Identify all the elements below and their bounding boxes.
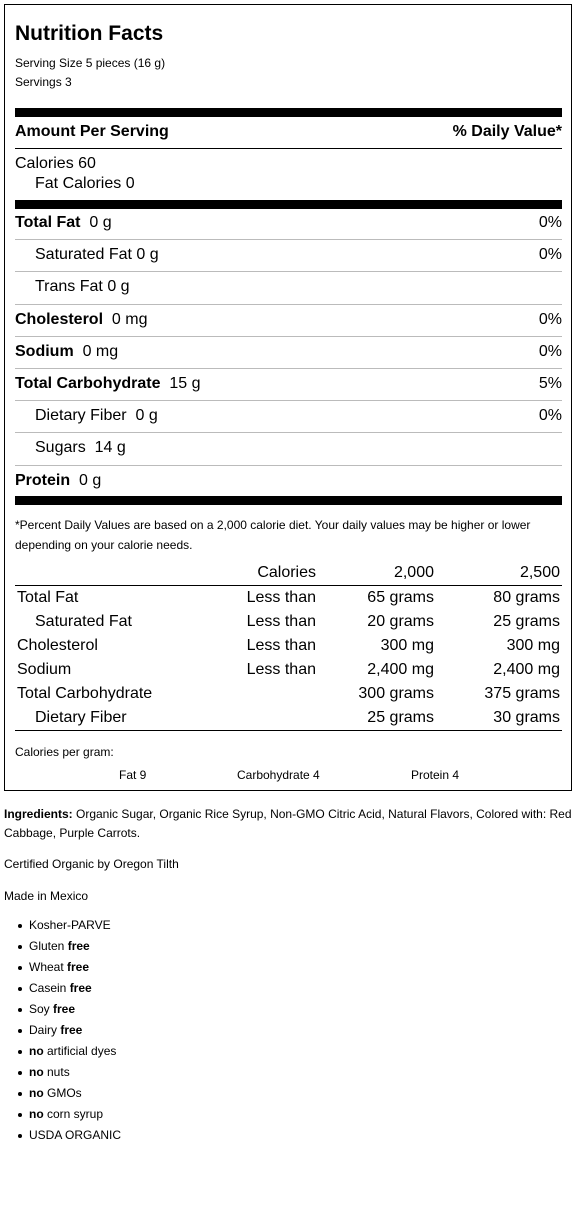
claim-prefix: no (29, 1107, 44, 1121)
nutrient-dv: 0% (538, 246, 562, 263)
claim-text: Kosher-PARVE (29, 918, 111, 932)
cpg-carbohydrate: Carbohydrate 4 (237, 768, 320, 782)
list-item (8, 1083, 121, 1104)
nutrient-name: Cholesterol (15, 311, 104, 328)
ref-qualifier: Less than (246, 661, 316, 678)
cpg-protein: Protein 4 (411, 768, 460, 782)
ref-value-2500: 30 grams (493, 709, 560, 726)
claim-text: Dairy (29, 1023, 61, 1037)
ref-value-2500: 375 grams (484, 685, 560, 702)
nutrient-dv: 0% (538, 343, 562, 360)
ref-row (15, 634, 562, 658)
ref-nutrient: Saturated Fat (35, 613, 132, 630)
ref-value-2500: 2,400 mg (493, 661, 560, 678)
nutrient-amount: 15 g (169, 375, 201, 392)
row-divider (15, 271, 562, 272)
bullet-icon (18, 1029, 22, 1033)
row-divider (15, 465, 562, 466)
claim-text: USDA ORGANIC (29, 1128, 122, 1142)
nutrient-row-dietary-fiber (15, 406, 562, 426)
daily-value-header: % Daily Value* (452, 123, 562, 140)
certified-statement: Certified Organic by Oregon Tilth (4, 857, 179, 871)
nutrient-name: Dietary Fiber (35, 407, 127, 424)
claim-prefix: no (29, 1086, 44, 1100)
amount-per-serving-row (15, 122, 562, 142)
claim-suffix: free (67, 939, 90, 953)
ref-value-2000: 300 grams (358, 685, 434, 702)
nutrient-row-sugars (15, 438, 562, 458)
nutrient-row-total-fat (15, 213, 562, 233)
claim-prefix: no (29, 1044, 44, 1058)
claim-text: Casein (29, 981, 70, 995)
nutrient-dv: 0% (538, 407, 562, 424)
ref-header-2500: 2,500 (519, 564, 560, 581)
list-item (8, 1041, 121, 1062)
nutrient-row-cholesterol (15, 310, 562, 330)
ref-qualifier: Less than (246, 613, 316, 630)
nutrient-name: Sugars (35, 439, 86, 456)
nutrient-amount: 0 mg (111, 311, 148, 328)
claim-text: Wheat (29, 960, 68, 974)
ref-value-2500: 25 grams (493, 613, 560, 630)
nutrient-name: Trans Fat 0 g (35, 278, 130, 295)
thick-divider (15, 200, 562, 209)
nutrient-row-sodium (15, 342, 562, 362)
bullet-icon (18, 1008, 22, 1012)
nutrient-row-total-carbohydrate (15, 374, 562, 394)
list-item (8, 1020, 121, 1041)
ref-row (15, 610, 562, 634)
ref-value-2000: 20 grams (367, 613, 434, 630)
divider (15, 730, 562, 731)
claim-prefix: no (29, 1065, 44, 1079)
claim-text: artificial dyes (43, 1044, 117, 1058)
claim-text: corn syrup (43, 1107, 104, 1121)
bullet-icon (18, 1113, 22, 1117)
row-divider (15, 336, 562, 337)
bullet-icon (18, 924, 22, 928)
ref-value-2000: 300 mg (380, 637, 434, 654)
ingredients-text: Organic Sugar, Organic Rice Syrup, Non-GMO Citric Acid, Natural Flavors, Colored with: Red Cabbage, Purple Carrots. (4, 807, 572, 840)
ref-value-2500: 80 grams (493, 589, 560, 606)
ref-row (15, 658, 562, 682)
nutrient-amount: 14 g (94, 439, 126, 456)
ref-nutrient: Cholesterol (17, 637, 98, 654)
ref-value-2500: 300 mg (506, 637, 560, 654)
ref-header-calories: Calories (257, 564, 316, 581)
nutrient-amount: 0 g (89, 214, 112, 231)
ref-qualifier: Less than (246, 589, 316, 606)
ref-nutrient: Sodium (17, 661, 72, 678)
label-title: Nutrition Facts (15, 22, 164, 45)
nutrient-dv: 0% (538, 311, 562, 328)
bullet-icon (18, 966, 22, 970)
list-item (8, 957, 121, 978)
servings-per-container: Servings 3 (15, 75, 72, 89)
ref-row (15, 682, 562, 706)
list-item (8, 915, 121, 936)
ref-nutrient: Total Carbohydrate (17, 685, 153, 702)
row-divider (15, 304, 562, 305)
list-item (8, 1125, 121, 1146)
nutrient-name: Total Carbohydrate (15, 375, 161, 392)
fat-calories-row: Fat Calories 0 (35, 175, 135, 192)
claim-suffix: free (67, 960, 90, 974)
row-divider (15, 368, 562, 369)
bullet-icon (18, 945, 22, 949)
claim-suffix: free (53, 1002, 76, 1016)
ref-value-2000: 65 grams (367, 589, 434, 606)
ref-nutrient: Total Fat (17, 589, 79, 606)
bullet-icon (18, 987, 22, 991)
bullet-icon (18, 1050, 22, 1054)
claim-text: Gluten (29, 939, 68, 953)
thick-divider (15, 496, 562, 505)
claim-text: nuts (43, 1065, 70, 1079)
ingredients (4, 805, 576, 843)
bullet-icon (18, 1092, 22, 1096)
claim-suffix: free (69, 981, 92, 995)
nutrient-amount: 0 mg (82, 343, 119, 360)
nutrient-name: Protein (15, 472, 71, 489)
claim-text: Soy (29, 1002, 54, 1016)
bullet-icon (18, 1134, 22, 1138)
amount-per-serving-label: Amount Per Serving (15, 123, 169, 140)
nutrient-row-protein (15, 471, 562, 491)
ref-header-2000: 2,000 (393, 564, 434, 581)
daily-value-footnote: *Percent Daily Values are based on a 2,000 calorie diet. Your daily values may be higher or lower depending on your calorie needs. (15, 518, 531, 552)
claim-text: GMOs (43, 1086, 82, 1100)
row-divider (15, 432, 562, 433)
ingredients-label: Ingredients: (4, 807, 73, 821)
claim-suffix: free (60, 1023, 83, 1037)
bullet-icon (18, 1071, 22, 1075)
claims-list (8, 915, 121, 1146)
nutrient-name: Saturated Fat 0 g (35, 246, 159, 263)
list-item (8, 936, 121, 957)
nutrient-row-saturated-fat (15, 245, 562, 265)
list-item (8, 1062, 121, 1083)
nutrition-facts-panel (4, 4, 572, 791)
reference-table-header (15, 561, 562, 585)
nutrient-dv: 0% (538, 214, 562, 231)
ref-row (15, 706, 562, 730)
nutrient-name: Total Fat (15, 214, 81, 231)
thick-divider (15, 108, 562, 117)
serving-size: Serving Size 5 pieces (16 g) (15, 56, 166, 70)
ref-value-2000: 2,400 mg (367, 661, 434, 678)
ref-row (15, 586, 562, 610)
nutrient-amount: 0 g (135, 407, 158, 424)
ref-nutrient: Dietary Fiber (35, 709, 127, 726)
calories-row: Calories 60 (15, 155, 96, 172)
divider (15, 148, 562, 149)
list-item (8, 999, 121, 1020)
list-item (8, 1104, 121, 1125)
nutrient-amount: 0 g (79, 472, 102, 489)
row-divider (15, 239, 562, 240)
ref-value-2000: 25 grams (367, 709, 434, 726)
made-in-statement: Made in Mexico (4, 889, 89, 903)
nutrient-dv: 5% (538, 375, 562, 392)
list-item (8, 978, 121, 999)
nutrient-name: Sodium (15, 343, 74, 360)
row-divider (15, 400, 562, 401)
calories-per-gram-label: Calories per gram: (15, 745, 114, 759)
cpg-fat: Fat 9 (119, 768, 147, 782)
ref-qualifier: Less than (246, 637, 316, 654)
nutrient-row-trans-fat (15, 277, 562, 297)
